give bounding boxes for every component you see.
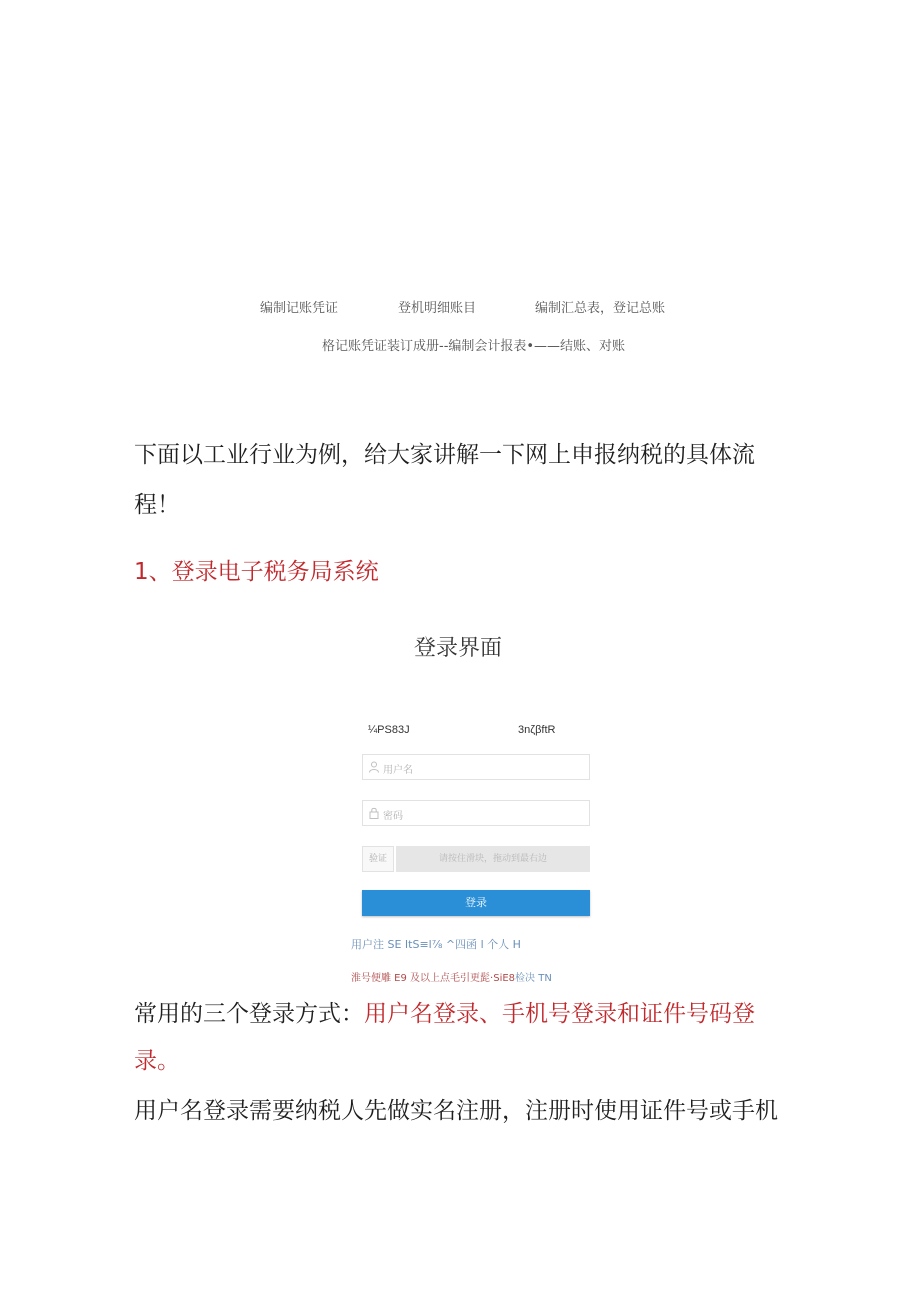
flow-step-3: 编制汇总表，登记总账 bbox=[535, 301, 666, 316]
username-placeholder: 用户名 bbox=[383, 765, 413, 776]
intro-line-2: 程！ bbox=[134, 492, 180, 518]
login-footer-note bbox=[351, 969, 552, 984]
password-placeholder: 密码 bbox=[383, 811, 403, 822]
section-heading: 1、登录电子税务局系统 bbox=[134, 559, 379, 585]
flow-step-1: 编制记账凭证 bbox=[260, 301, 339, 316]
methods-line-2: 录。 bbox=[134, 1048, 180, 1074]
methods-line-1 bbox=[134, 1003, 755, 1026]
login-footer-links[interactable]: 用户注 SE ItS≡l⅞ ^四函 l 个人 H bbox=[351, 938, 521, 951]
login-tab-right[interactable]: 3nζβftR bbox=[518, 724, 556, 736]
lock-icon bbox=[369, 807, 379, 819]
flow-step-2: 登机明细账目 bbox=[398, 301, 477, 316]
username-field[interactable] bbox=[362, 754, 590, 780]
slider-captcha[interactable]: 请按住滑块，拖动到最右边 bbox=[396, 846, 590, 872]
login-tab-left[interactable]: ¼PS83J bbox=[368, 724, 410, 736]
login-footer-note-red: 淮号便雕 E9 及以上点毛引更髭·SiE8 bbox=[351, 973, 516, 984]
intro-line-1: 下面以工业行业为例，给大家讲解一下网上申报纳税的具体流 bbox=[134, 442, 755, 468]
user-icon bbox=[369, 761, 379, 773]
methods-prefix: 常用的三个登录方式： bbox=[134, 1001, 364, 1027]
password-field[interactable] bbox=[362, 800, 590, 826]
figure-caption: 登录界面 bbox=[414, 636, 503, 661]
login-button[interactable]: 登录 bbox=[362, 890, 590, 916]
login-footer-note-link[interactable]: 检决 TN bbox=[515, 973, 552, 984]
captcha-box[interactable]: 验证 bbox=[362, 846, 394, 872]
methods-highlight: 用户名登录、手机号登录和证件号码登 bbox=[364, 1001, 755, 1027]
flow-step-row2: 格记账凭证装订成册--编制会计报表•——结账、对账 bbox=[322, 339, 626, 354]
note-line-1: 用户名登录需要纳税人先做实名注册，注册时使用证件号或手机 bbox=[134, 1098, 778, 1124]
